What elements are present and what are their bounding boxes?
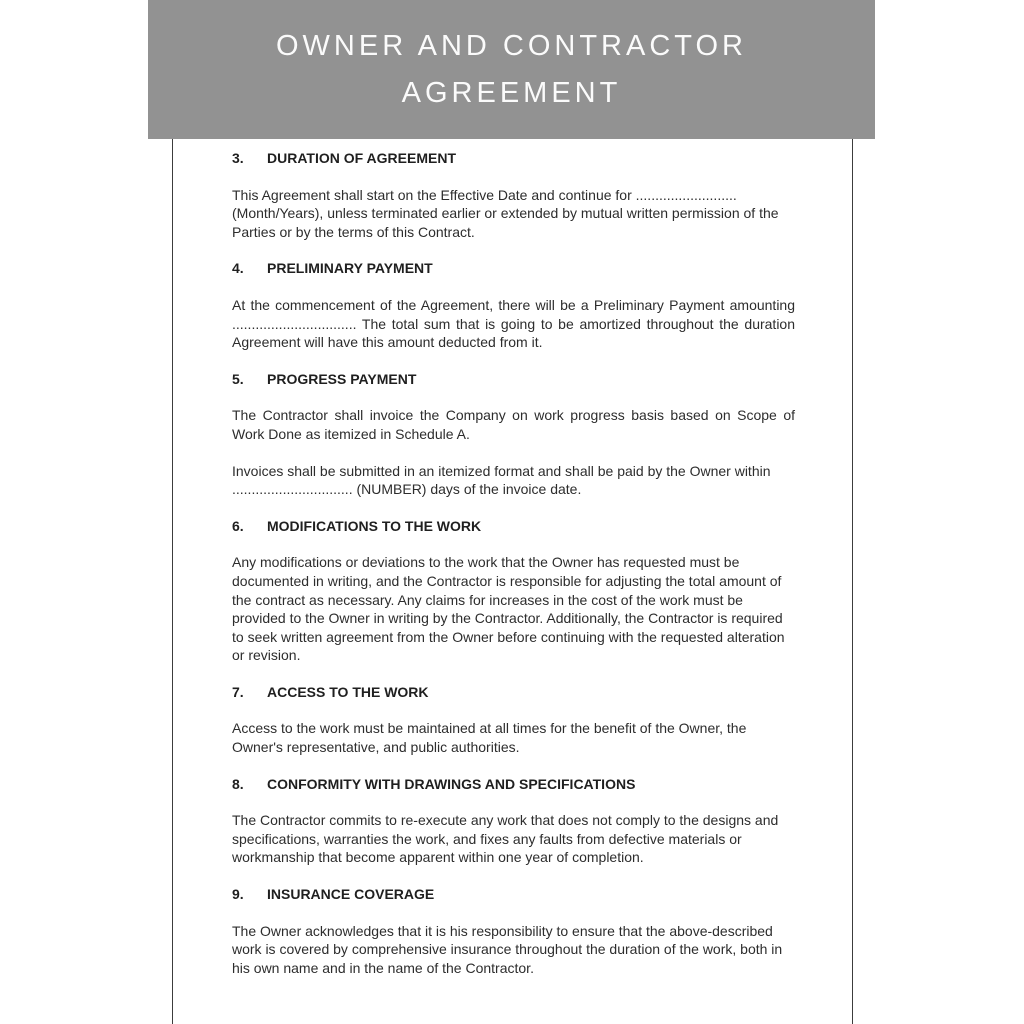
section-number: 4. bbox=[232, 260, 244, 277]
section-paragraph: Access to the work must be maintained at all times for the benefit of the Owner, the Owner's representative, and public authorities. bbox=[232, 720, 747, 756]
document-banner bbox=[148, 0, 875, 139]
section-heading bbox=[232, 370, 795, 389]
section-number: 7. bbox=[232, 683, 244, 700]
section-paragraph: The Contractor commits to re-execute any work that does not comply to the designs and specifications, warranties the work, and fixes any faults from defective materials or workmanship that become apparent within one year of completion. bbox=[232, 812, 779, 866]
section-title: MODIFICATIONS TO THE WORK bbox=[267, 517, 482, 534]
section-title: DURATION OF AGREEMENT bbox=[267, 150, 456, 166]
section-number: 6. bbox=[232, 517, 244, 534]
section-title: PROGRESS PAYMENT bbox=[267, 370, 417, 387]
section-number: 3. bbox=[232, 150, 244, 166]
section-heading bbox=[232, 149, 795, 168]
section-conformity-with-drawings-and-specifications bbox=[232, 775, 795, 867]
page-left-border-line bbox=[172, 139, 173, 1024]
section-title: ACCESS TO THE WORK bbox=[267, 683, 429, 700]
document-body bbox=[232, 139, 795, 995]
section-paragraph: At the commencement of the Agreement, there will be a Preliminary Payment amounting ................................ The total sum that is going to be amortized throughout the duration Agreement will have this amount deducted from it. bbox=[232, 296, 795, 351]
document-title: OWNER AND CONTRACTOR AGREEMENT bbox=[276, 29, 747, 109]
section-heading bbox=[232, 775, 795, 794]
section-paragraph: This Agreement shall start on the Effective Date and continue for .......................... (Month/Years), unless terminated earlier or extended by mutual written permission of the Parties or by the terms of this Contract. bbox=[232, 186, 779, 240]
section-insurance-coverage bbox=[232, 885, 795, 977]
section-duration-of-agreement bbox=[232, 149, 795, 241]
section-access-to-the-work bbox=[232, 683, 795, 757]
section-heading bbox=[232, 885, 795, 904]
section-heading bbox=[232, 683, 795, 702]
section-title: INSURANCE COVERAGE bbox=[267, 886, 435, 903]
section-number: 8. bbox=[232, 775, 244, 792]
section-heading bbox=[232, 517, 795, 536]
section-title: PRELIMINARY PAYMENT bbox=[267, 260, 433, 277]
section-paragraph: Any modifications or deviations to the work that the Owner has requested must be documented in writing, and the Contractor is responsible for adjusting the total amount of the contract as necessary. Any claims for increases in the cost of the work must be provided to the Owner in writing by the Contractor. Additionally, the Contractor is required to seek written agreement from the Owner before continuing with the requested alteration or revision. bbox=[232, 554, 785, 664]
section-modifications-to-the-work bbox=[232, 517, 795, 665]
section-paragraph: The Contractor shall invoice the Company on work progress basis based on Scope of Work Done as itemized in Schedule A. bbox=[232, 407, 795, 442]
section-number: 9. bbox=[232, 886, 244, 903]
section-paragraph: Invoices shall be submitted in an itemized format and shall be paid by the Owner within ............................... (NUMBER) days of the invoice date. bbox=[232, 462, 771, 498]
section-heading bbox=[232, 259, 795, 278]
section-preliminary-payment bbox=[232, 259, 795, 351]
section-paragraph: The Owner acknowledges that it is his responsibility to ensure that the above-described work is covered by comprehensive insurance throughout the duration of the work, both in his own name and in the name of the Contractor. bbox=[232, 922, 783, 976]
page-right-border-line bbox=[852, 139, 853, 1024]
section-progress-payment bbox=[232, 370, 795, 499]
section-number: 5. bbox=[232, 370, 244, 387]
section-title: CONFORMITY WITH DRAWINGS AND SPECIFICATIONS bbox=[267, 775, 636, 792]
